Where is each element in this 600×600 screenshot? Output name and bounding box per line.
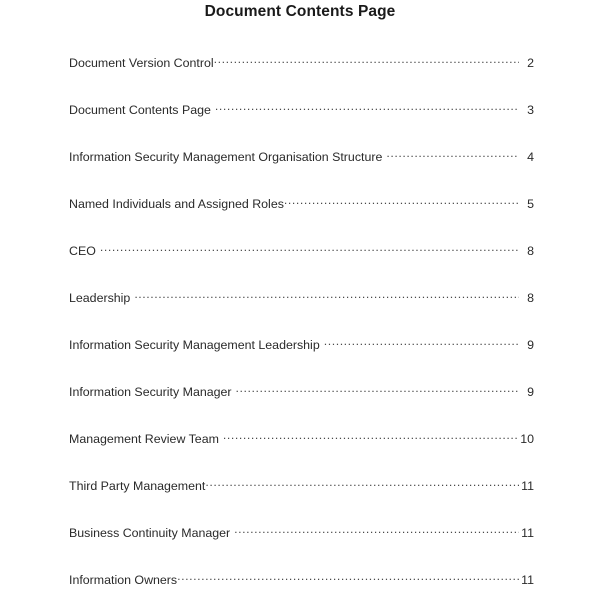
toc-entry[interactable] <box>69 477 534 524</box>
toc-entry-label: Leadership <box>69 291 131 305</box>
toc-entry-page-number: 9 <box>527 338 534 352</box>
toc-entry-label: Document Contents Page <box>69 103 211 117</box>
toc-entry[interactable] <box>69 524 534 571</box>
toc-entry-page-number: 11 <box>521 526 534 540</box>
toc-entry[interactable] <box>69 336 534 383</box>
toc-entry[interactable] <box>69 289 534 336</box>
toc-entry-label: Information Security Manager <box>69 385 232 399</box>
toc-entry-page-number: 11 <box>521 573 534 587</box>
page-title: Document Contents Page <box>204 3 396 20</box>
toc-entry-label: Third Party Management <box>69 479 206 493</box>
toc-dot-leader <box>215 101 519 114</box>
toc-dot-leader <box>100 242 519 255</box>
toc-dot-leader <box>134 289 519 302</box>
toc-entry-label: CEO <box>69 244 96 258</box>
toc-dot-leader <box>177 571 519 584</box>
toc-entry[interactable] <box>69 195 534 242</box>
toc-entry[interactable] <box>69 383 534 430</box>
toc-entry-page-number: 5 <box>527 197 534 211</box>
toc-dot-leader <box>214 54 519 67</box>
toc-entry-page-number: 11 <box>521 479 534 493</box>
toc-entry[interactable] <box>69 242 534 289</box>
toc-dot-leader <box>236 383 519 396</box>
toc-entry[interactable] <box>69 148 534 195</box>
toc-entry-label: Business Continuity Manager <box>69 526 231 540</box>
toc-entry-page-number: 10 <box>520 432 534 446</box>
toc-entry-page-number: 9 <box>527 385 534 399</box>
toc-entry-page-number: 3 <box>527 103 534 117</box>
toc-dot-leader <box>284 195 519 208</box>
toc-dot-leader <box>386 148 519 161</box>
toc-dot-leader <box>324 336 519 349</box>
toc-entry-page-number: 8 <box>527 244 534 258</box>
toc-entry[interactable] <box>69 101 534 148</box>
toc-entry-label: Information Owners <box>69 573 178 587</box>
toc-entry[interactable] <box>69 54 534 101</box>
toc-dot-leader <box>234 524 519 537</box>
toc-entry-label: Information Security Management Leadership <box>69 338 320 352</box>
toc-entry-page-number: 8 <box>527 291 534 305</box>
toc-entry[interactable] <box>69 571 534 600</box>
table-of-contents <box>69 54 534 600</box>
toc-entry-label: Management Review Team <box>69 432 219 446</box>
toc-entry-label: Document Version Control <box>69 56 214 70</box>
toc-entry-page-number: 2 <box>527 56 534 70</box>
toc-dot-leader <box>205 477 519 490</box>
toc-entry[interactable] <box>69 430 534 477</box>
toc-entry-page-number: 4 <box>527 150 534 164</box>
toc-dot-leader <box>223 430 519 443</box>
toc-entry-label: Named Individuals and Assigned Roles <box>69 197 284 211</box>
toc-entry-label: Information Security Management Organisation Structure <box>69 150 383 164</box>
